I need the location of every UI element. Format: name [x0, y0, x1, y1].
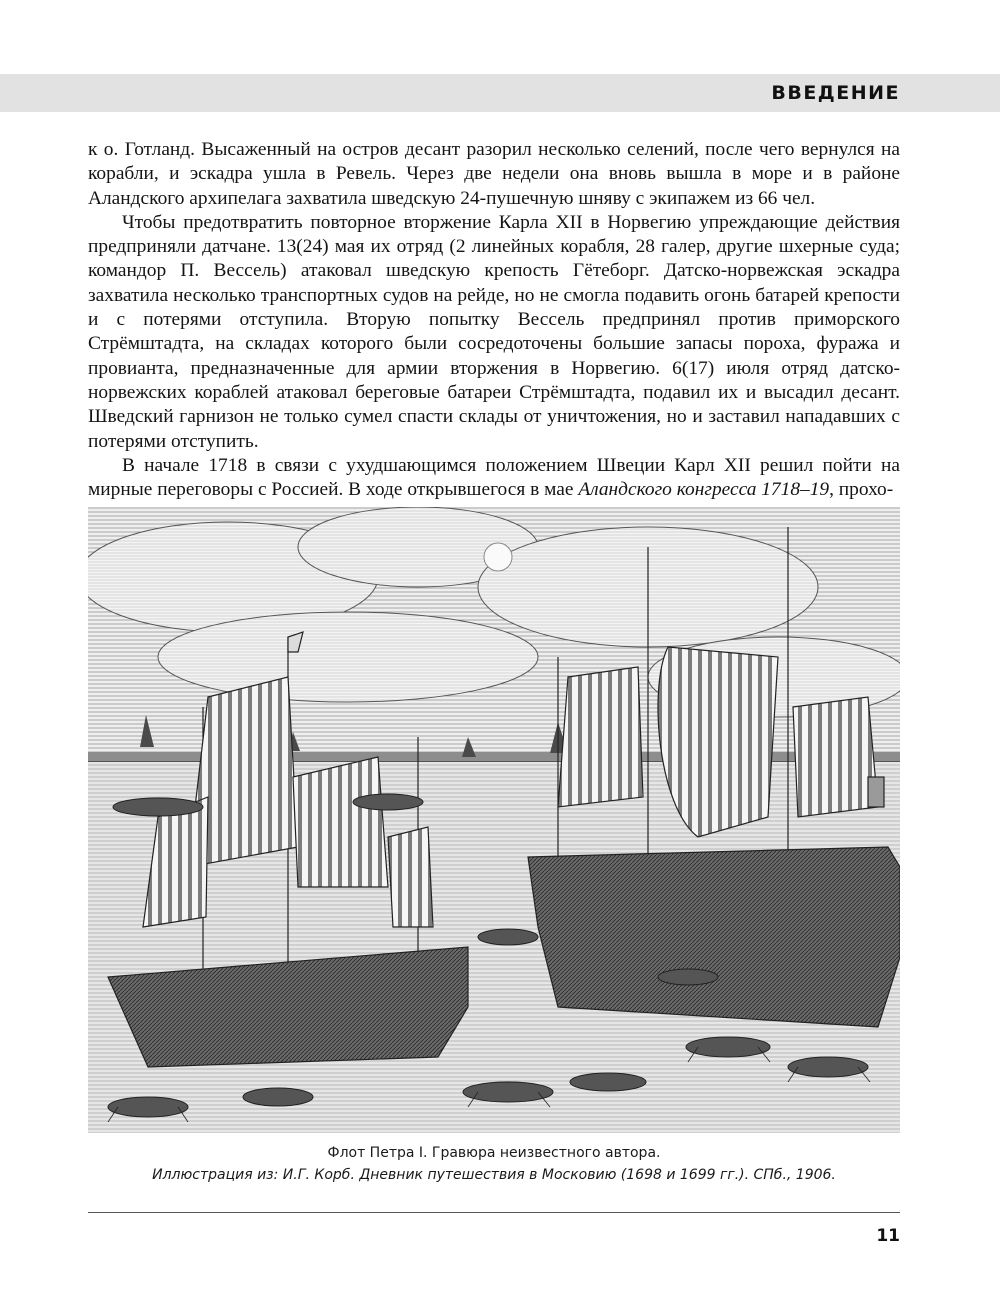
- paragraph-1: к о. Готланд. Высаженный на остров десант разорил несколько селений, после чего вернулся на корабли, и эскадра ушла в Ревель. Через две недели она вновь вышла в море и в районе Аландского архипелага захватила шведскую 24-пушечную шняву с экипажем из 66 чел.: [88, 139, 900, 209]
- caption-source: Иллюстрация из: И.Г. Корб. Дневник путешествия в Московию (1698 и 1699 гг.). СПб., 1906.: [152, 1167, 836, 1183]
- footer-divider: [88, 1212, 900, 1213]
- page-number: 11: [876, 1226, 900, 1246]
- figure-caption: [88, 1142, 900, 1186]
- running-header: [0, 74, 1000, 112]
- paragraph-3-end: , прохо-: [829, 479, 894, 501]
- body-text: [88, 138, 900, 502]
- section-title: ВВЕДЕНИЕ: [771, 82, 900, 104]
- caption-title: Флот Петра I. Гравюра неизвестного автора.: [327, 1145, 661, 1161]
- paragraph-3: [88, 454, 900, 503]
- paragraph-2: Чтобы предотвратить повторное вторжение Карла XII в Норвегию упреждающие действия предприняли датчане. 13(24) мая их отряд (2 линейных корабля, 28 галер, другие шхерные суда; командор П. Вессель) атаковал шведскую крепость Гётеборг. Датско-норвежская эскадра захватила несколько транспортных судов на рейде, но не смогла подавить огонь батарей крепости и с потерями отступила. Вторую попытку Вессель предпринял против приморского Стрёмштадта, на складах которого были сосредоточены большие запасы пороха, фуража и провианта, предназначенные для армии вторжения в Норвегию. 6(17) июля отряд датско-норвежских кораблей атаковал береговые батареи Стрёмштадта, подавил их и высадил десант. Шведский гарнизон не только сумел спасти склады от уничтожения, но и заставил нападавших с потерями отступить.: [88, 211, 900, 452]
- engraving-figure: [88, 507, 900, 1133]
- aland-congress-term: Аландского конгресса 1718–19: [578, 479, 830, 501]
- paragraph-3-start: В начале 1718 в связи с ухудшающимся положением Швеции Карл XII решил пойти на мирные переговоры с Россией. В ходе открывшегося в мае: [88, 454, 900, 501]
- engraving-illustration: [88, 507, 900, 1133]
